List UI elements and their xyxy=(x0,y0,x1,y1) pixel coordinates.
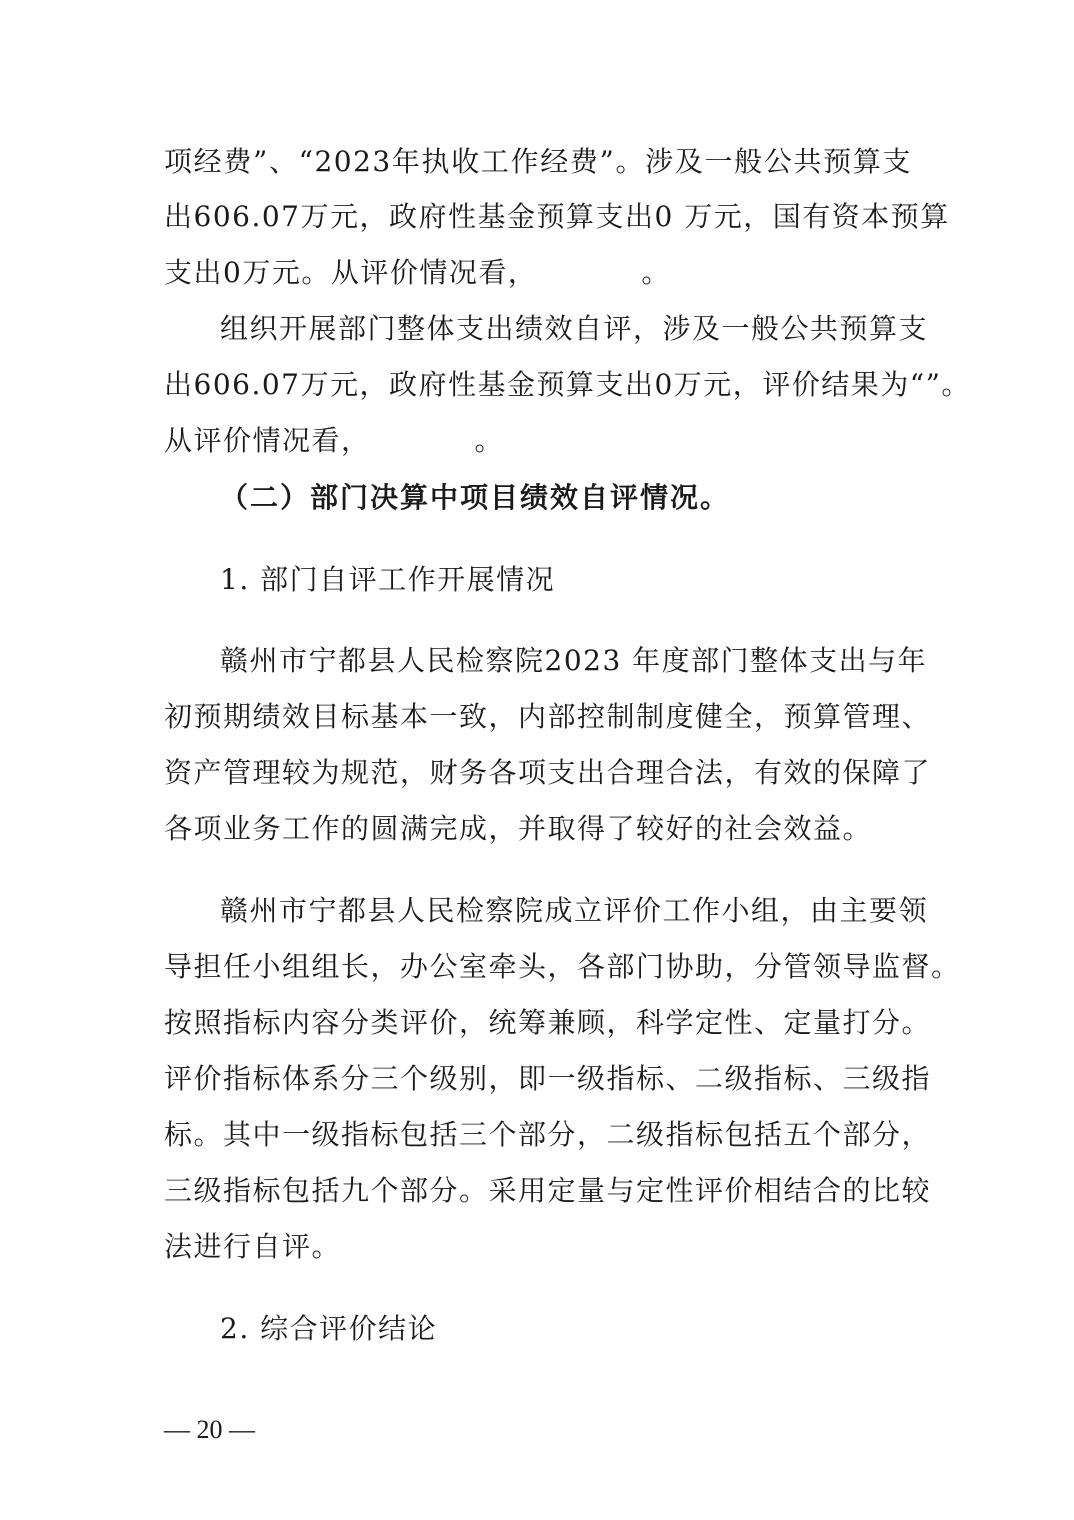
section-heading: （二）部门决算中项目绩效自评情况。 xyxy=(220,481,731,514)
subheading-self-evaluation: 1. 部门自评工作开展情况 xyxy=(220,563,556,596)
para3-line-3: 资产管理较为规范，财务各项支出合理合法，有效的保障了 xyxy=(164,756,932,789)
subheading-conclusion: 2. 综合评价结论 xyxy=(220,1312,438,1345)
para3-line-2: 初预期绩效目标基本一致，内部控制制度健全，预算管理、 xyxy=(164,700,932,733)
para4-line-3: 按照指标内容分类评价，统筹兼顾，科学定性、定量打分。 xyxy=(164,1006,932,1039)
para4-line-5: 标。其中一级指标包括三个部分，二级指标包括五个部分， xyxy=(164,1118,932,1151)
para4-line-6: 三级指标包括九个部分。采用定量与定性评价相结合的比较 xyxy=(164,1174,932,1207)
para2-line-2: 出606.07万元，政府性基金预算支出0万元，评价结果为“”。 xyxy=(164,368,971,401)
para4-line-4: 评价指标体系分三个级别，即一级指标、二级指标、三级指 xyxy=(164,1062,932,1095)
para4-line-7: 法进行自评。 xyxy=(164,1230,342,1263)
para4-line-1: 赣州市宁都县人民检察院成立评价工作小组，由主要领 xyxy=(220,894,929,927)
para3-line-1: 赣州市宁都县人民检察院2023 年度部门整体支出与年 xyxy=(220,644,928,677)
page-number: — 20 — xyxy=(164,1415,255,1444)
para4-line-2: 导担任小组组长，办公室牵头，各部门协助，分管领导监督。 xyxy=(164,950,961,983)
para1-line-2: 出606.07万元，政府性基金预算支出0 万元，国有资本预算 xyxy=(164,200,950,233)
para2-line-3 xyxy=(164,421,924,461)
para2-line-1: 组织开展部门整体支出绩效自评，涉及一般公共预算支 xyxy=(220,312,929,345)
para1-line-3 xyxy=(164,253,924,293)
para1-line-1: 项经费”、“2023年执收工作经费”。涉及一般公共预算支 xyxy=(164,145,912,178)
para2-line-3-text: 从评价情况看， 。 xyxy=(164,424,505,457)
para1-line-3-text: 支出0万元。从评价情况看， 。 xyxy=(164,256,671,289)
para3-line-4: 各项业务工作的圆满完成，并取得了较好的社会效益。 xyxy=(164,812,873,845)
